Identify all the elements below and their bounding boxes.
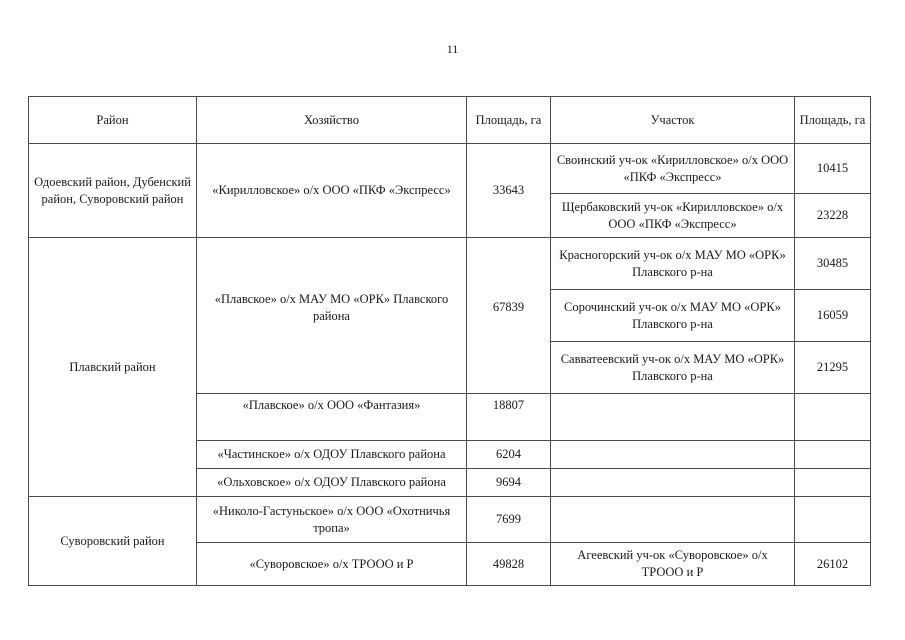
header-plot-area: Площадь, га xyxy=(795,97,871,144)
plot-cell: Щербаковский уч-ок «Кирилловское» о/х ООО «ПКФ «Экспресс» xyxy=(551,194,795,238)
farm-area-cell: 33643 xyxy=(467,144,551,238)
plot-area-cell: 16059 xyxy=(795,290,871,342)
header-row xyxy=(29,97,871,144)
plot-area-cell xyxy=(795,394,871,441)
farm-area-cell: 6204 xyxy=(467,441,551,469)
plot-cell xyxy=(551,394,795,441)
plot-cell xyxy=(551,441,795,469)
plot-area-cell: 23228 xyxy=(795,194,871,238)
table-row xyxy=(29,238,871,290)
farm-cell: «Ольховское» о/х ОДОУ Плавского района xyxy=(197,469,467,497)
district-cell: Одоевский район, Дубенский район, Суворовский район xyxy=(29,144,197,238)
farm-area-cell: 18807 xyxy=(467,394,551,441)
plot-area-cell: 21295 xyxy=(795,342,871,394)
farm-area-cell: 49828 xyxy=(467,543,551,586)
farm-name: «Плавское» о/х МАУ МО «ОРК» Плавского района xyxy=(214,291,449,323)
header-plot: Участок xyxy=(551,97,795,144)
plot-area-cell xyxy=(795,441,871,469)
plot-area-cell: 26102 xyxy=(795,543,871,586)
farm-cell: «Кирилловское» о/х ООО «ПКФ «Экспресс» xyxy=(197,144,467,238)
farm-area-cell: 9694 xyxy=(467,469,551,497)
farm-area-cell: 7699 xyxy=(467,497,551,543)
plot-cell xyxy=(551,497,795,543)
plot-area-cell xyxy=(795,497,871,543)
plot-cell: Агеевский уч-ок «Суворовское» о/х ТРООО и Р xyxy=(551,543,795,586)
header-farm: Хозяйство xyxy=(197,97,467,144)
plot-cell: Сорочинский уч-ок о/х МАУ МО «ОРК» Плавского р-на xyxy=(551,290,795,342)
plot-cell: Своинский уч-ок «Кирилловское» о/х ООО «ПКФ «Экспресс» xyxy=(551,144,795,194)
plot-area-cell xyxy=(795,469,871,497)
farm-cell xyxy=(197,238,467,394)
farm-cell: «Частинское» о/х ОДОУ Плавского района xyxy=(197,441,467,469)
farm-area-cell xyxy=(467,238,551,394)
table-row xyxy=(29,497,871,543)
plot-cell: Красногорский уч-ок о/х МАУ МО «ОРК» Плавского р-на xyxy=(551,238,795,290)
plot-cell: Савватеевский уч-ок о/х МАУ МО «ОРК» Плавского р-на xyxy=(551,342,795,394)
plot-cell xyxy=(551,469,795,497)
farm-area: 67839 xyxy=(492,300,525,314)
farm-cell: «Николо-Гастуньское» о/х ООО «Охотничья тропа» xyxy=(197,497,467,543)
district-cell: Суворовский район xyxy=(29,497,197,586)
table-row xyxy=(29,144,871,194)
plot-area-cell: 30485 xyxy=(795,238,871,290)
district-cell: Плавский район xyxy=(29,238,197,497)
plot-area-cell: 10415 xyxy=(795,144,871,194)
farm-cell: «Плавское» о/х ООО «Фантазия» xyxy=(197,394,467,441)
header-farm-area: Площадь, га xyxy=(467,97,551,144)
farm-cell: «Суворовское» о/х ТРООО и Р xyxy=(197,543,467,586)
hunting-grounds-table xyxy=(28,96,871,586)
header-district: Район xyxy=(29,97,197,144)
page-number: 11 xyxy=(446,42,459,56)
